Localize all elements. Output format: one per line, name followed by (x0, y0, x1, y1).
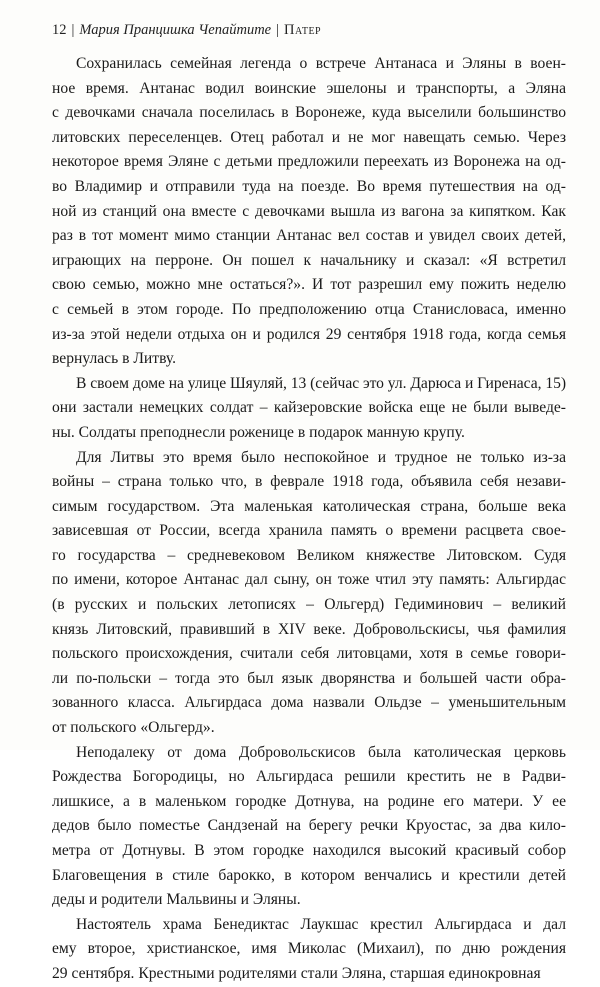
header-separator: | (71, 22, 75, 38)
text-line: некоторое время Эляне с детьми предложили переехать из Воронежа на од- (52, 153, 566, 171)
text-line: Для Литвы это время было неспокойное и трудное не только из-за (76, 448, 566, 466)
text-line: от польского «Ольгерд». (52, 719, 215, 737)
text-line: лишкисе, а в маленьком городке Дотнува, на родине его матери. У ее (52, 792, 566, 810)
text-line: Рождества Богородицы, но Альгирдаса решили крестить не в Радви- (52, 768, 566, 786)
text-line: ны. Солдаты преподнесли роженице в подарок манную крупу. (52, 423, 465, 441)
text-line: ли по-польски – тогда это был язык дворянства и большей части обра- (52, 669, 566, 687)
text-line: Неподалеку от дома Добровольскисов была католическая церковь (76, 743, 566, 761)
running-head (52, 20, 572, 40)
paragraph (52, 52, 566, 372)
text-line: ему второе, христианское, имя Миколас (Михаил), по дню рождения (52, 940, 566, 958)
header-title: Патер (284, 22, 322, 38)
text-line: по имени, которое Антанас дал сыну, он тоже чтил эту память: Альгирдас (52, 571, 566, 589)
text-line: деды и родители Мальвины и Эляны. (52, 891, 301, 909)
page-number: 12 (52, 22, 67, 38)
text-line: дедов было поместье Сандзенай на берегу речки Круостас, за два кило- (52, 817, 566, 835)
text-line: зависевшая от России, всегда хранила память о времени расцвета свое- (52, 522, 566, 540)
text-line: (в русских и польских летописях – Ольгерд) Гедиминович – великий (52, 596, 566, 614)
text-line: князь Литовский, правивший в XIV веке. Добровольскисы, чья фамилия (52, 620, 566, 638)
text-line: Сохранилась семейная легенда о встрече Антанаса и Эляны в воен- (76, 55, 566, 72)
text-line: раз в тот момент мимо станции Антанас вел состав и увидел своих детей, (52, 227, 566, 245)
text-line: В своем доме на улице Шяуляй, 13 (сейчас это ул. Дарюса и Гиренаса, 15) (76, 374, 566, 392)
paragraph (52, 446, 566, 741)
text-line: литовских переселенцев. Отец работал и не мог навещать семью. Через (52, 128, 566, 146)
text-line: свою семью, можно мне остаться?». И тот разрешил ему пожить неделю (52, 276, 566, 294)
text-line: Благовещения в стиле барокко, в котором венчались и крестили детей (52, 866, 566, 884)
paragraph (52, 741, 566, 913)
text-line: го государства – средневековом Великом княжестве Литовском. Судя (52, 546, 566, 564)
header-separator: | (276, 22, 280, 38)
text-line: вернулась в Литву. (52, 350, 177, 368)
body-text (52, 52, 566, 987)
text-line: зованного класса. Альгирдаса дома назвали Ольдзе – уменьшительным (52, 694, 566, 712)
text-line: польского происхождения, считали себя литовцами, хотя в семье говори- (52, 645, 566, 663)
text-line: во Владимир и отправили туда на поезде. Во время путешествия на од- (52, 177, 566, 195)
header-author: Мария Пранцишка Чепайтите (79, 22, 272, 38)
text-line: Настоятель храма Бенедиктас Лаукшас крестил Альгирдаса и дал (76, 915, 566, 933)
text-line: симым государством. Эта маленькая католическая страна, больше века (52, 497, 566, 515)
text-line: метра от Дотнувы. В этом городке находился высокий красивый собор (52, 842, 566, 859)
text-line: ное время. Антанас водил воинские эшелоны и транспорты, а Эляна (52, 79, 566, 97)
text-line: они застали немецких солдат – кайзеровские войска еще не были выведе- (52, 399, 566, 417)
paragraph (52, 913, 566, 987)
text-line: войны – страна только что, в феврале 1918 года, объявила себя незави- (52, 473, 566, 491)
text-line: играющих на перроне. Он пошел к начальнику и сказал: «Я встретил (52, 251, 566, 269)
text-line: из-за этой недели отдыха он и родился 29 сентября 1918 года, когда семья (52, 325, 566, 343)
paragraph (52, 372, 566, 446)
text-line: ной из станций она вместе с девочками вышла из вагона за кипятком. Как (52, 202, 566, 220)
text-line: с семьей в этом городе. По предположению отца Станисловаса, именно (52, 300, 566, 318)
text-line: 29 сентября. Крестными родителями стали Эляна, старшая единокровная (52, 964, 541, 982)
text-line: с девочками сначала поселилась в Воронеже, куда выселили большинство (52, 104, 566, 122)
